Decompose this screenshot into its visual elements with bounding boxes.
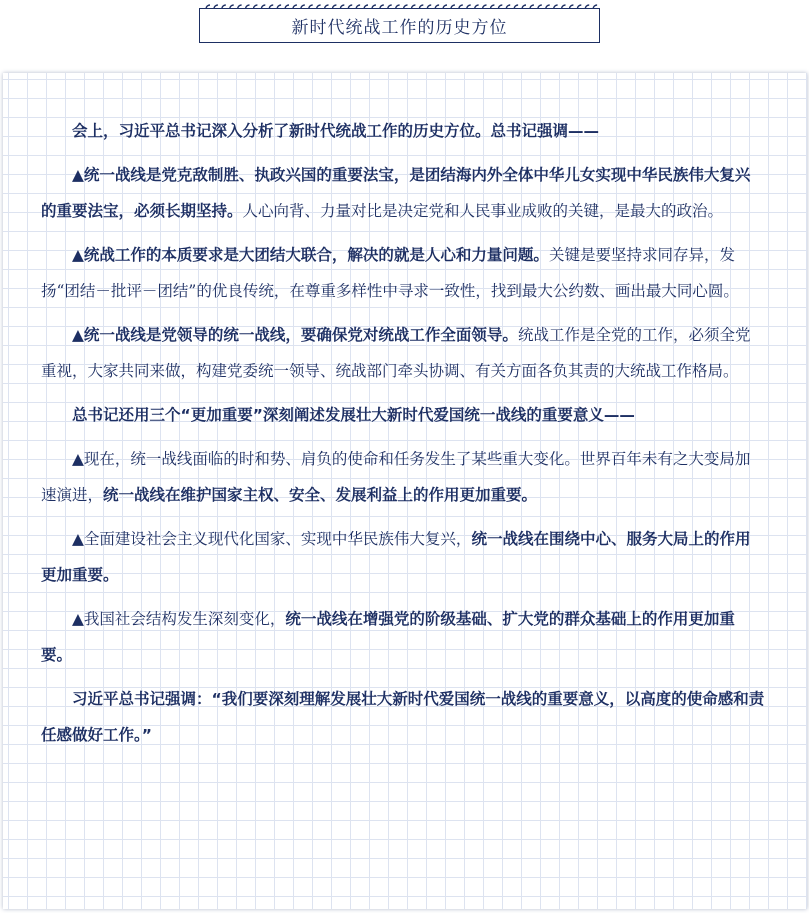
summary-text: 总书记还用三个“更加重要”深刻阐述发展壮大新时代爱国统一战线的重要意义—— bbox=[72, 406, 635, 424]
point-3-bold: ▲统一战线是党领导的统一战线，要确保党对统战工作全面领导。 bbox=[72, 326, 518, 344]
page-title: 新时代统战工作的历史方位 bbox=[291, 18, 508, 38]
paragraph-importance-1 bbox=[41, 441, 765, 513]
closing-quote: 习近平总书记强调：“我们要深刻理解发展壮大新时代爱国统一战线的重要意义，以高度的使命感和责任感做好工作。” bbox=[41, 690, 765, 744]
importance-2-text: ▲全面建设社会主义现代化国家、实现中华民族伟大复兴， bbox=[72, 530, 472, 548]
article-body bbox=[41, 113, 765, 761]
point-1-text: 人心向背、力量对比是决定党和人民事业成败的关键，是最大的政治。 bbox=[242, 202, 724, 220]
paragraph-point-2 bbox=[41, 237, 765, 309]
importance-1-bold: 统一战线在维护国家主权、安全、发展利益上的作用更加重要。 bbox=[103, 486, 538, 504]
importance-3-text: ▲我国社会结构发生深刻变化， bbox=[72, 610, 286, 628]
point-3-text: 统战工作是全党的工作，必须全党重视，大家共同来做，构建党委统一领导、统战部门牵头协调、有关方面各负其责的大统战工作格局。 bbox=[41, 326, 751, 380]
point-2-text: 关键是要坚持求同存异，发扬“团结－批评－团结”的优良传统，在尊重多样性中寻求一致性，找到最大公约数、画出最大同心圆。 bbox=[41, 246, 739, 300]
importance-2-bold: 统一战线在围绕中心、服务大局上的作用更加重要。 bbox=[41, 530, 751, 584]
paragraph-importance-2 bbox=[41, 521, 765, 593]
paragraph-intro bbox=[41, 113, 765, 149]
importance-1-text: ▲现在，统一战线面临的时和势、肩负的使命和任务发生了某些重大变化。世界百年未有之大变局加速演进， bbox=[41, 450, 751, 504]
paragraph-closing bbox=[41, 681, 765, 753]
intro-text: 会上，习近平总书记深入分析了新时代统战工作的历史方位。总书记强调—— bbox=[72, 122, 600, 140]
paragraph-point-1 bbox=[41, 157, 765, 229]
point-2-bold: ▲统战工作的本质要求是大团结大联合，解决的就是人心和力量问题。 bbox=[72, 246, 549, 264]
paragraph-summary bbox=[41, 397, 765, 433]
title-box bbox=[199, 8, 600, 43]
importance-3-bold: 统一战线在增强党的阶级基础、扩大党的群众基础上的作用更加重要。 bbox=[41, 610, 735, 664]
paragraph-importance-3 bbox=[41, 601, 765, 673]
title-banner bbox=[199, 0, 602, 46]
grid-paper bbox=[3, 73, 807, 909]
point-1-bold: ▲统一战线是党克敌制胜、执政兴国的重要法宝，是团结海内外全体中华儿女实现中华民族伟大复兴的重要法宝，必须长期坚持。 bbox=[41, 166, 751, 220]
paragraph-point-3 bbox=[41, 317, 765, 389]
